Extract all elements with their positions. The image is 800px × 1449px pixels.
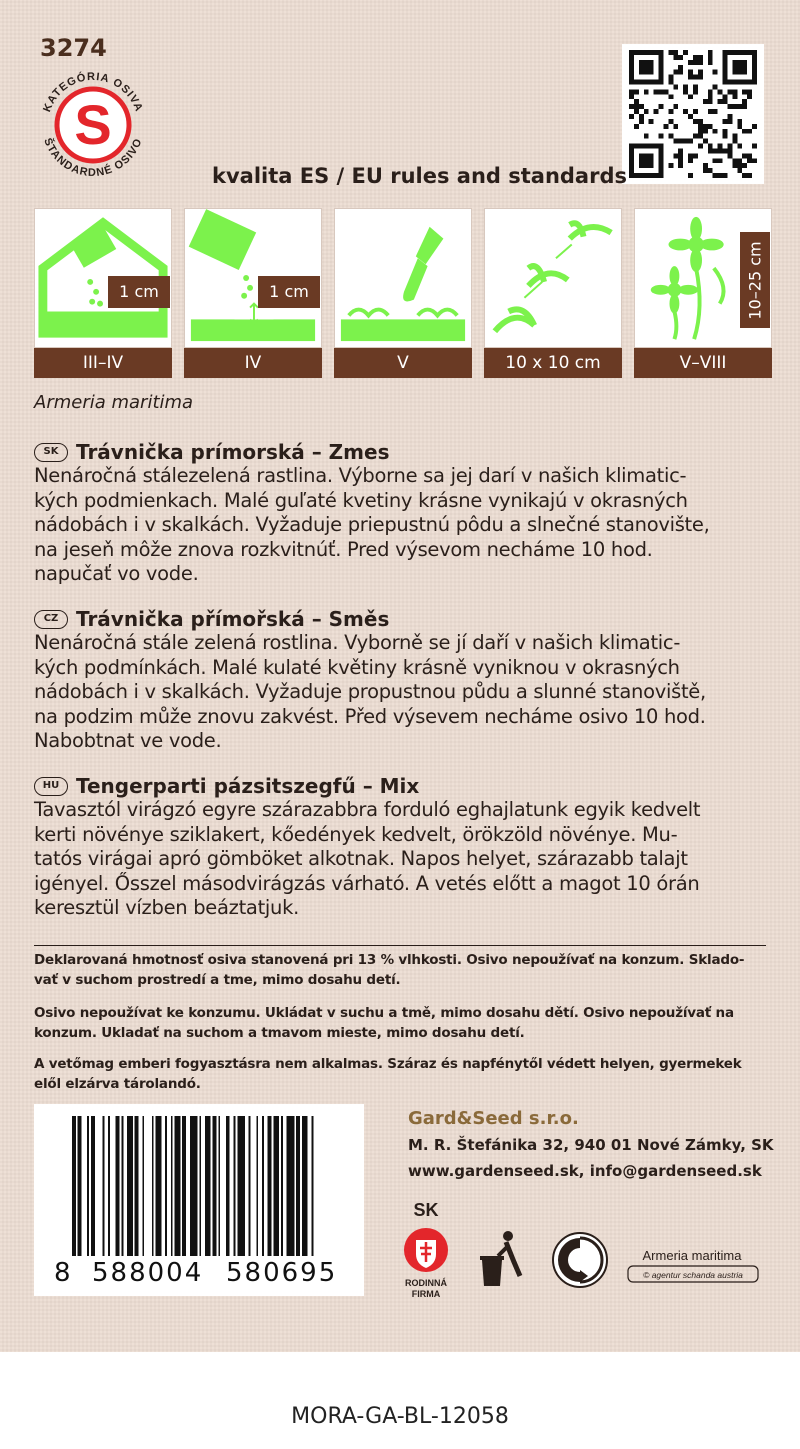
notice-hu: A vetőmag emberi fogyasztásra nem alkalmas. Száraz és napfénytől védett helyen, gyermekek elől elzárva tárolandó. <box>34 1056 742 1092</box>
qr-module <box>747 173 752 178</box>
qr-module <box>747 158 752 163</box>
certification-logos <box>402 1196 774 1300</box>
company-name: Gard&Seed s.r.o. <box>408 1108 579 1129</box>
barcode-bar <box>218 1116 220 1256</box>
barcode-bar <box>182 1116 186 1256</box>
panel-sowing-outdoor <box>184 208 322 378</box>
qr-module <box>713 84 718 89</box>
qr-module <box>742 173 747 178</box>
qr-module <box>713 148 718 153</box>
seal-letter: S <box>74 93 112 156</box>
qr-module <box>742 129 747 134</box>
qr-module <box>747 153 752 158</box>
qr-module <box>752 158 757 163</box>
qr-module <box>742 163 747 168</box>
sowing-instructions <box>34 208 770 378</box>
qr-module <box>654 89 659 94</box>
panel-months: V <box>334 348 472 378</box>
text-line: igényel. Ősszel másodvirágzás várható. A vetés előtt a magot 10 órán <box>34 871 700 895</box>
barcode-bar <box>72 1116 76 1256</box>
barcode-bar <box>256 1116 258 1256</box>
country-code: SK <box>413 1200 439 1220</box>
qr-module <box>698 60 703 65</box>
barcode-bar <box>171 1116 173 1256</box>
qr-module <box>668 50 673 55</box>
qr-module <box>688 94 693 99</box>
qr-module <box>639 114 644 119</box>
panel-spacing <box>484 208 622 378</box>
qr-module <box>629 104 634 109</box>
qr-module <box>752 144 757 149</box>
barcode-bar <box>302 1116 308 1256</box>
qr-module <box>668 75 673 80</box>
seal-bottom-text: ŠTANDARDNÉ OSIVO <box>41 136 145 180</box>
language-badge: SK <box>34 443 68 462</box>
text-line: na podzim může znovu zakvést. Před výsevem necháme osivo 10 hod. <box>34 704 706 728</box>
qr-module <box>708 99 713 104</box>
panel-months: V–VIII <box>634 348 772 378</box>
qr-module <box>723 99 728 104</box>
barcode-bar <box>311 1116 313 1256</box>
qr-module <box>629 114 634 119</box>
pack-number: 3274 <box>40 34 107 62</box>
qr-module <box>693 75 698 80</box>
barcode-bars <box>58 1116 340 1276</box>
company-address: M. R. Štefánika 32, 940 01 Nové Zámky, SK <box>408 1136 774 1154</box>
qr-module <box>708 144 713 149</box>
qr-module <box>639 119 644 124</box>
qr-code <box>622 44 764 184</box>
barcode-bar <box>127 1116 133 1256</box>
qr-module <box>678 158 683 163</box>
language-badge: CZ <box>34 610 68 629</box>
qr-module <box>673 70 678 75</box>
qr-module <box>727 114 732 119</box>
qr-module <box>693 109 698 114</box>
qr-module <box>703 168 708 173</box>
barcode-bar <box>273 1116 279 1256</box>
family-firm-label-2: FIRMA <box>411 1289 441 1299</box>
qr-module <box>718 148 723 153</box>
qr-module <box>644 89 649 94</box>
text-line: napučať vo vode. <box>34 562 199 585</box>
panel-sowing-indoor <box>34 208 172 378</box>
text-line: Nenáročná stálezelená rastlina. Výborne sa jej darí v našich klimatic- <box>34 464 687 487</box>
text-line: Tavasztól virágzó egyre szárazabbra forduló eghajlatunk egyik kedvelt <box>34 798 701 821</box>
qr-module <box>678 148 683 153</box>
qr-module <box>742 104 747 109</box>
qr-module <box>629 94 634 99</box>
qr-module <box>737 104 742 109</box>
quality-standard-line: kvalita ES / EU rules and standards <box>212 164 627 188</box>
qr-module <box>634 124 639 129</box>
qr-module <box>703 139 708 144</box>
qr-module <box>663 124 668 129</box>
qr-module <box>723 94 728 99</box>
section-sk <box>34 440 774 587</box>
qr-module <box>713 173 718 178</box>
text-line: kerti növénye sziklakert, kőedények kedvelt, örökzöld növénye. Mu- <box>34 822 678 846</box>
qr-module <box>644 109 649 114</box>
seal-top-text: KATEGÓRIA OSIVA <box>41 70 145 114</box>
qr-module <box>713 158 718 163</box>
print-code: MORA-GA-BL-12058 <box>291 1404 509 1429</box>
qr-module <box>747 129 752 134</box>
barcode-bar <box>102 1116 104 1256</box>
qr-module <box>668 109 673 114</box>
qr-module <box>698 75 703 80</box>
qr-module <box>698 70 703 75</box>
qr-module <box>693 134 698 139</box>
section-cz <box>34 607 774 754</box>
qr-module <box>698 134 703 139</box>
qr-module <box>673 50 678 55</box>
qr-module <box>703 163 708 168</box>
barcode-bar <box>135 1116 139 1256</box>
barcode-bar <box>234 1116 236 1256</box>
qr-module <box>727 148 732 153</box>
print-area <box>0 1352 800 1449</box>
qr-module <box>673 104 678 109</box>
barcode-bar <box>121 1116 123 1256</box>
barcode-bar <box>78 1116 82 1256</box>
qr-module <box>639 153 654 168</box>
qr-module <box>732 60 747 75</box>
qr-module <box>742 153 747 158</box>
qr-module <box>723 134 728 139</box>
panel-months: III–IV <box>34 348 172 378</box>
qr-module <box>708 55 713 60</box>
qr-module <box>678 163 683 168</box>
qr-module <box>659 104 664 109</box>
qr-module <box>737 119 742 124</box>
qr-module <box>718 158 723 163</box>
barcode-bar <box>237 1116 245 1256</box>
sowing-depth-label: 1 cm <box>258 276 320 308</box>
qr-module <box>683 50 688 55</box>
qr-module <box>693 84 698 89</box>
qr-module <box>634 99 639 104</box>
qr-module <box>639 104 644 109</box>
qr-module <box>693 89 698 94</box>
qr-module <box>668 119 673 124</box>
barcode-bar <box>175 1116 181 1256</box>
plant-height-label: 10–25 cm <box>745 240 765 320</box>
qr-module <box>747 94 752 99</box>
agency-line: © agentur schanda austria <box>643 1270 743 1280</box>
qr-module <box>723 129 728 134</box>
qr-module <box>663 89 668 94</box>
barcode-bar <box>281 1116 283 1256</box>
qr-module <box>629 89 634 94</box>
text-line: nádobách i v skalkách. Vyžaduje propustnou půdu a slunné stanoviště, <box>34 680 706 703</box>
qr-module <box>673 124 678 129</box>
qr-module <box>723 148 728 153</box>
seed-category-seal-icon <box>28 60 158 190</box>
qr-module <box>693 55 698 60</box>
qr-module <box>639 60 654 75</box>
qr-module <box>708 124 713 129</box>
qr-module <box>713 70 718 75</box>
barcode-bar <box>199 1116 201 1256</box>
barcode-bar <box>156 1116 162 1256</box>
qr-module <box>732 158 737 163</box>
qr-module <box>673 139 678 144</box>
family-firm-label-1: RODINNÁ <box>405 1278 447 1288</box>
qr-module <box>698 124 703 129</box>
barcode <box>34 1104 364 1296</box>
qr-module <box>678 139 683 144</box>
barcode-digits-right: 580695 <box>226 1258 338 1288</box>
qr-module <box>668 134 673 139</box>
qr-module <box>708 148 713 153</box>
qr-module <box>688 114 693 119</box>
notice-cz-sk: Osivo nepoužívat ke konzumu. Ukládat v suchu a tmě, mimo dosahu dětí. Osivo nepoužívať na konzum. Ukladať na suchom a tmavom mieste, mimo dosahu detí. <box>34 1005 734 1041</box>
barcode-bar <box>165 1116 167 1256</box>
qr-module <box>698 144 703 149</box>
notice-sk: Deklarovaná hmotnosť osiva stanovená pri 13 % vlhkosti. Osivo nepoužívať na konzum. Sklado- vať v suchom prostredí a tme, mimo dosahu detí. <box>34 952 745 988</box>
qr-module <box>678 65 683 70</box>
barcode-bar <box>116 1116 120 1256</box>
qr-module <box>732 139 737 144</box>
qr-module <box>703 124 708 129</box>
panel-planting <box>334 208 472 378</box>
qr-module <box>718 89 723 94</box>
qr-module <box>723 173 728 178</box>
barcode-bar <box>268 1116 272 1256</box>
qr-module <box>742 99 747 104</box>
text-line: kých podmienkach. Malé guľaté kvetiny krásne vynikajú v okrasných <box>34 488 688 512</box>
qr-module <box>703 99 708 104</box>
barcode-digit-prefix: 8 <box>54 1258 73 1288</box>
qr-module <box>732 134 737 139</box>
qr-module <box>634 109 639 114</box>
qr-module <box>747 89 752 94</box>
qr-module <box>708 50 713 55</box>
qr-module <box>727 119 732 124</box>
text-line: tatós virágai apró gömböket alkotnak. Napos helyet, szárazabb talajt <box>34 847 688 870</box>
sowing-depth-label: 1 cm <box>108 276 170 308</box>
qr-module <box>683 89 688 94</box>
barcode-bar <box>152 1116 154 1256</box>
qr-module <box>713 129 718 134</box>
qr-module <box>752 124 757 129</box>
qr-module <box>678 153 683 158</box>
qr-module <box>703 129 708 134</box>
qr-module <box>713 109 718 114</box>
text-line: Nabobtnat ve vode. <box>34 729 222 752</box>
qr-module <box>659 89 664 94</box>
qr-module <box>688 153 693 158</box>
qr-module <box>708 109 713 114</box>
qr-module <box>742 89 747 94</box>
qr-module <box>708 60 713 65</box>
family-firm-icon <box>404 1228 448 1272</box>
qr-module <box>698 129 703 134</box>
qr-module <box>727 153 732 158</box>
qr-module <box>683 84 688 89</box>
qr-module <box>727 89 732 94</box>
section-hu <box>34 774 774 921</box>
barcode-bar <box>142 1116 144 1256</box>
qr-module <box>683 109 688 114</box>
qr-module <box>668 80 673 85</box>
qr-module <box>732 104 737 109</box>
barcode-digits-left: 588004 <box>92 1258 204 1288</box>
qr-module <box>683 139 688 144</box>
qr-module <box>708 168 713 173</box>
panel-months: IV <box>184 348 322 378</box>
qr-module <box>673 84 678 89</box>
qr-module <box>693 153 698 158</box>
qr-module <box>634 89 639 94</box>
barcode-bar <box>287 1116 295 1256</box>
qr-module <box>659 134 664 139</box>
barcode-bar <box>87 1116 89 1256</box>
qr-module <box>737 158 742 163</box>
qr-module <box>678 55 683 60</box>
barcode-bar <box>190 1116 198 1256</box>
text-line: Nenáročná stále zelená rostlina. Vyborně se jí daří v našich klimatic- <box>34 631 681 654</box>
language-badge: HU <box>34 777 68 796</box>
qr-module <box>737 163 742 168</box>
section-title: Trávnička přímořská – Směs <box>76 607 390 631</box>
qr-module <box>718 144 723 149</box>
qr-module <box>678 70 683 75</box>
qr-module <box>688 158 693 163</box>
qr-module <box>732 94 737 99</box>
text-line: nádobách i v skalkách. Vyžaduje priepustnú pôdu a slnečné stanovište, <box>34 513 710 536</box>
text-line: kých podmínkách. Malé kulaté květiny krásně vyniknou v okrasných <box>34 655 680 679</box>
qr-module <box>737 144 742 149</box>
qr-module <box>654 109 659 114</box>
qr-module <box>727 104 732 109</box>
barcode-bar <box>226 1116 230 1256</box>
qr-module <box>634 104 639 109</box>
section-title: Trávnička prímorská – Zmes <box>76 440 390 464</box>
divider <box>34 945 766 946</box>
qr-module <box>693 119 698 124</box>
qr-module <box>668 163 673 168</box>
qr-module <box>688 139 693 144</box>
qr-module <box>693 60 698 65</box>
green-dot-icon <box>553 1233 607 1287</box>
qr-module <box>688 60 693 65</box>
trowel-planting-icon <box>334 208 472 348</box>
qr-module <box>698 55 703 60</box>
qr-module <box>737 168 742 173</box>
qr-module <box>688 173 693 178</box>
qr-module <box>732 89 737 94</box>
qr-module <box>673 55 678 60</box>
company-web: www.gardenseed.sk, info@gardenseed.sk <box>408 1162 762 1180</box>
barcode-bar <box>91 1116 95 1256</box>
qr-module <box>737 124 742 129</box>
barcode-bar <box>213 1116 217 1256</box>
qr-module <box>688 70 693 75</box>
qr-module <box>644 134 649 139</box>
text-line: keresztül vízben beáztatjuk. <box>34 896 299 919</box>
qr-module <box>708 89 713 94</box>
qr-module <box>668 94 673 99</box>
barcode-bar <box>249 1116 251 1256</box>
barcode-bar <box>205 1116 211 1256</box>
text-line: na jeseň môže znova rozkvitnúť. Pred výsevom necháme 10 hod. <box>34 537 653 561</box>
qr-module <box>649 119 654 124</box>
qr-module <box>673 153 678 158</box>
barcode-bar <box>296 1116 300 1256</box>
qr-module <box>718 99 723 104</box>
plant-spacing-icon <box>484 208 622 348</box>
recycling-bin-icon <box>480 1231 520 1286</box>
section-title: Tengerparti pázsitszegfű – Mix <box>76 774 420 798</box>
qr-module <box>727 144 732 149</box>
barcode-bar <box>262 1116 264 1256</box>
qr-module <box>698 119 703 124</box>
qr-module <box>688 75 693 80</box>
barcode-bar <box>108 1116 110 1256</box>
latin-name: Armeria maritima <box>34 392 194 413</box>
panel-spacing-label: 10 x 10 cm <box>484 348 622 378</box>
qr-module <box>723 119 728 124</box>
qr-module <box>708 94 713 99</box>
agency-title: Armeria maritima <box>642 1248 742 1263</box>
company-info <box>408 1106 774 1184</box>
qr-module <box>732 163 737 168</box>
qr-module <box>718 173 723 178</box>
